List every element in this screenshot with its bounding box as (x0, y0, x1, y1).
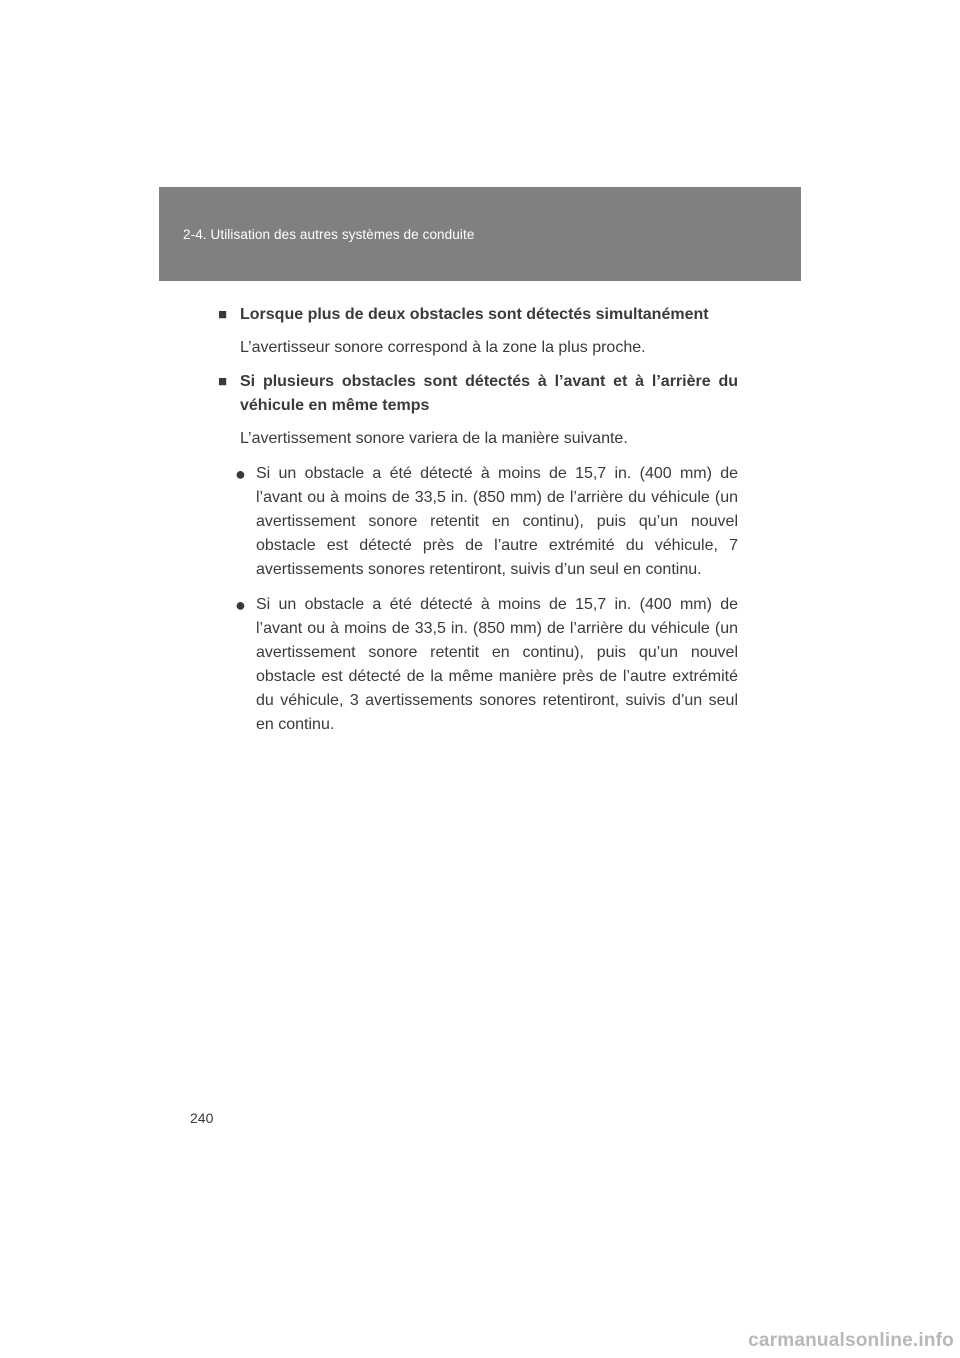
bullet-list (235, 462, 738, 737)
section-heading: Si plusieurs obstacles sont détectés à l’avant et à l’arrière du véhicule en même temps (240, 373, 738, 414)
square-bullet-icon: ■ (218, 373, 228, 390)
section-body: L’avertissement sonore variera de la manière suivante. (240, 430, 628, 447)
section-header-band (159, 187, 801, 281)
circle-bullet-icon: ● (235, 464, 246, 484)
list-item (235, 593, 738, 737)
watermark-logo: carmanualsonline.info (748, 1330, 954, 1351)
list-item-text: Si un obstacle a été détecté à moins de 15,7 in. (400 mm) de l’avant ou à moins de 33,5 in. (850 mm) de l’arrière du véhicule (un avertissement sonore retentit en continu), puis qu’un nouvel obstacle est détecté de la même manière près de l’autre extrémité du véhicule, 3 avertissements sonores retentiront, suivis d’un seul en continu. (256, 596, 738, 733)
page-content (218, 303, 738, 748)
chapter-title: 2-4. Utilisation des autres systèmes de conduite (183, 227, 475, 242)
list-item (235, 462, 738, 582)
square-bullet-icon: ■ (218, 306, 228, 323)
section-multiple-obstacles (218, 303, 738, 360)
section-front-rear-obstacles (218, 370, 738, 737)
page-number: 240 (190, 1110, 214, 1126)
section-body: L’avertisseur sonore correspond à la zone la plus proche. (240, 339, 646, 356)
circle-bullet-icon: ● (235, 595, 246, 615)
list-item-text: Si un obstacle a été détecté à moins de 15,7 in. (400 mm) de l’avant ou à moins de 33,5 in. (850 mm) de l’arrière du véhicule (un avertissement sonore retentit en continu), puis qu’un nouvel obstacle est détecté près de l’autre extrémité du véhicule, 7 avertissements sonores retentiront, suivis d’un seul en continu. (256, 465, 738, 578)
section-heading: Lorsque plus de deux obstacles sont détectés simultanément (240, 306, 709, 323)
